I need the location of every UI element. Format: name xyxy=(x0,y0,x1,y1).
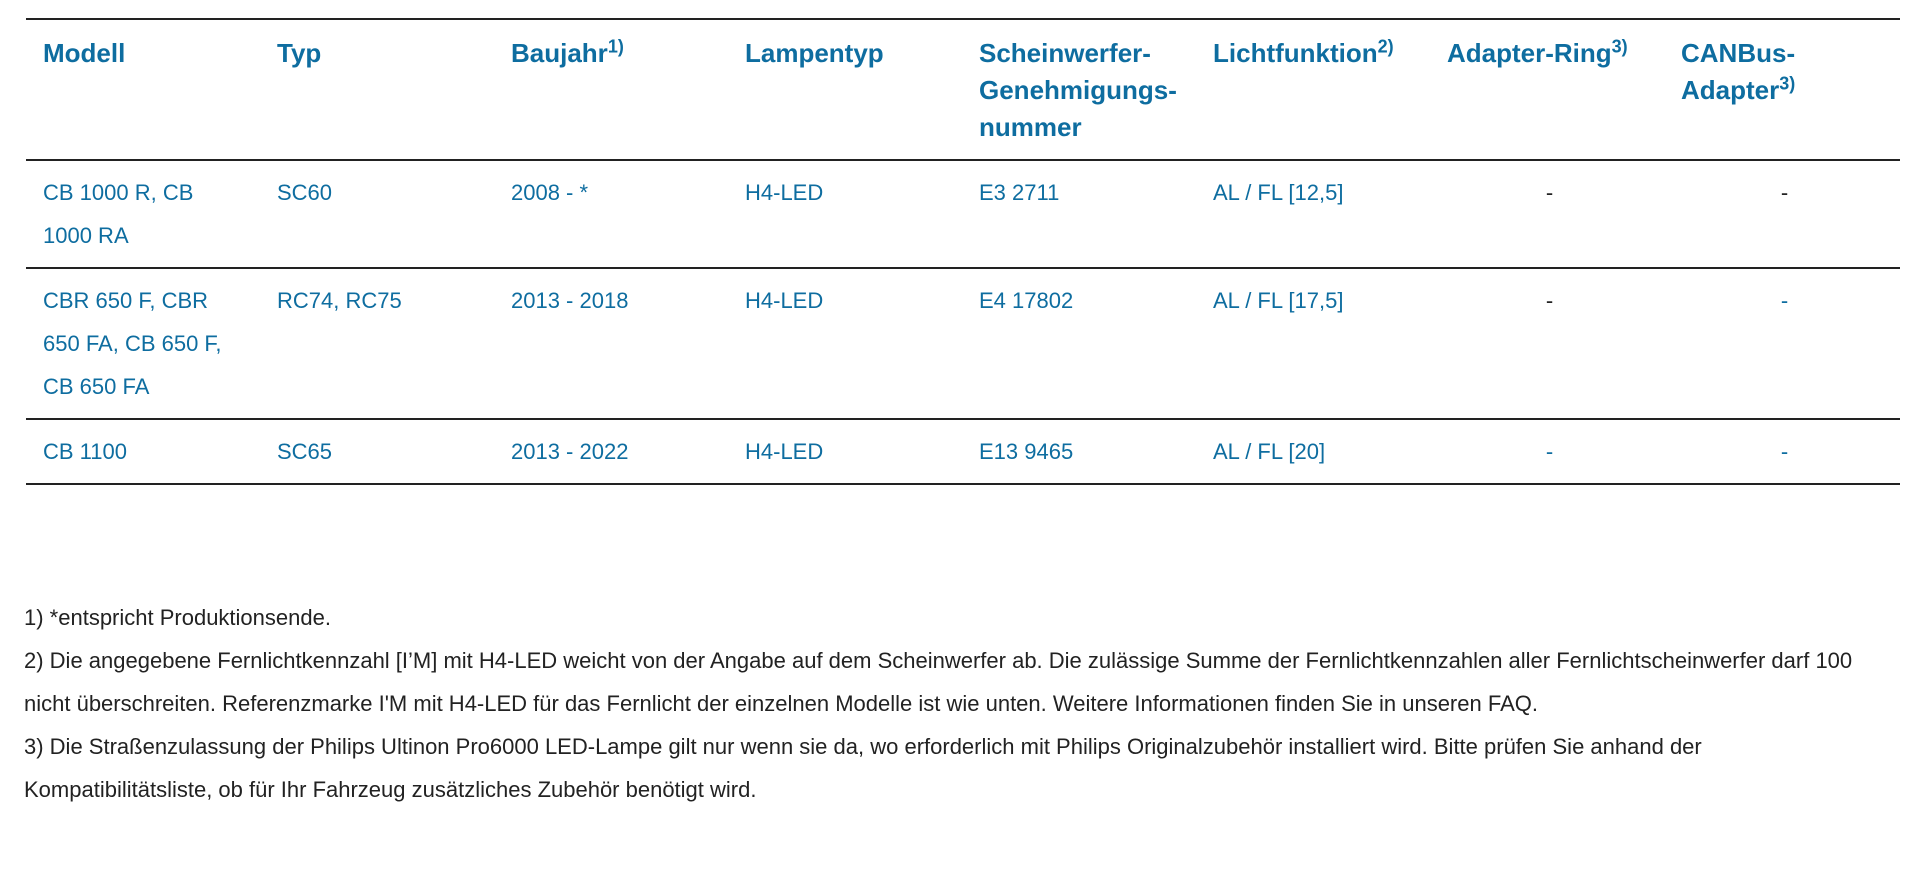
header-adapter-ring: Adapter-Ring$^{3)}$ xyxy=(1447,36,1628,68)
compatibility-table-container xyxy=(26,18,1900,485)
header-lichtfunktion: Lichtfunktion$^{2)}$ xyxy=(1213,36,1394,68)
compatibility-table xyxy=(26,18,1900,485)
table-body xyxy=(26,160,1900,484)
cell-lampentyp: H4-LED xyxy=(745,288,824,313)
cell-lampentyp: H4-LED xyxy=(745,439,824,464)
table-row xyxy=(26,160,1900,268)
cell-baujahr: 2013 - 2022 xyxy=(511,439,629,464)
cell-modell: CBR 650 F, CBR 650 FA, CB 650 F, CB 650 FA xyxy=(43,288,222,399)
cell-modell: CB 1000 R, CB 1000 RA xyxy=(43,180,194,248)
footnote-3: 3) Die Straßenzulassung der Philips Ultinon Pro6000 LED-Lampe gilt nur wenn sie da, wo erforderlich mit Philips Originalzubehör installiert wird. Bitte prüfen Sie anhand der Kompatibilitätsliste, ob für Ihr Fahrzeug zusätzliches Zubehör benötigt wird. xyxy=(24,734,1702,802)
cell-typ: SC65 xyxy=(277,439,333,464)
cell-genehmigungsnummer: E4 17802 xyxy=(979,288,1074,313)
cell-baujahr: 2013 - 2018 xyxy=(511,288,629,313)
header-canbus-adapter: CANBus-Adapter$^{3)}$ xyxy=(1681,38,1796,105)
cell-modell: CB 1100 xyxy=(43,439,127,464)
cell-lichtfunktion: AL / FL [20] xyxy=(1213,439,1326,464)
cell-lichtfunktion: AL / FL [12,5] xyxy=(1213,180,1344,205)
cell-canbus-adapter: - xyxy=(1780,439,1789,464)
header-row xyxy=(26,19,1900,160)
cell-typ: RC74, RC75 xyxy=(277,288,402,313)
cell-genehmigungsnummer: E3 2711 xyxy=(979,180,1060,205)
header-genehmigungsnummer: Scheinwerfer-Genehmigungs-nummer xyxy=(979,38,1177,142)
footnotes xyxy=(24,596,1896,811)
header-modell: Modell xyxy=(43,38,126,68)
footnote-2: 2) Die angegebene Fernlichtkennzahl [I’M] mit H4-LED weicht von der Angabe auf dem Scheinwerfer ab. Die zulässige Summe der Fernlichtkennzahlen aller Fernlichtscheinwerfer darf 100 nicht überschreiten. Referenzmarke I'M mit H4-LED für das Fernlicht der einzelnen Modelle ist wie unten. Weitere Informationen finden Sie in unseren FAQ. xyxy=(24,648,1853,716)
header-baujahr: Baujahr$^{1)}$ xyxy=(511,36,624,68)
cell-baujahr: 2008 - * xyxy=(511,180,589,205)
cell-lichtfunktion: AL / FL [17,5] xyxy=(1213,288,1344,313)
cell-genehmigungsnummer: E13 9465 xyxy=(979,439,1074,464)
cell-lampentyp: H4-LED xyxy=(745,180,824,205)
cell-canbus-adapter: - xyxy=(1780,180,1789,205)
cell-typ: SC60 xyxy=(277,180,333,205)
cell-adapter-ring: - xyxy=(1545,288,1554,313)
header-typ: Typ xyxy=(277,38,322,68)
cell-adapter-ring: - xyxy=(1545,439,1554,464)
table-header xyxy=(26,19,1900,160)
table-row xyxy=(26,268,1900,419)
header-lampentyp: Lampentyp xyxy=(745,38,884,68)
cell-canbus-adapter: - xyxy=(1780,288,1789,313)
table-row xyxy=(26,419,1900,484)
cell-adapter-ring: - xyxy=(1545,180,1554,205)
footnote-1: 1) *entspricht Produktionsende. xyxy=(24,605,331,630)
